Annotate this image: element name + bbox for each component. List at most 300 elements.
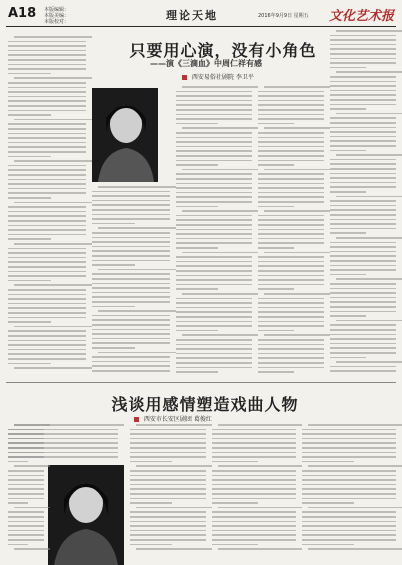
text-line	[258, 311, 324, 313]
text-line	[14, 119, 92, 121]
text-line	[182, 127, 258, 129]
text-line	[130, 438, 206, 440]
text-line	[330, 223, 396, 225]
text-line	[8, 68, 86, 70]
text-line	[8, 248, 86, 250]
article2-title: 浅谈用感情塑造戏曲人物	[111, 395, 299, 414]
text-line	[330, 35, 396, 37]
text-line	[176, 367, 252, 369]
text-line	[176, 265, 252, 267]
text-line	[330, 58, 396, 60]
text-line	[176, 160, 252, 162]
text-line	[176, 275, 252, 277]
text-line	[8, 429, 118, 431]
text-line	[8, 438, 118, 440]
text-line	[92, 255, 170, 257]
text-line	[176, 192, 252, 194]
text-line	[258, 215, 324, 217]
text-line	[8, 363, 51, 365]
text-line	[212, 433, 296, 435]
text-line	[8, 317, 86, 319]
text-line	[258, 247, 294, 249]
text-line	[98, 227, 176, 229]
text-line	[8, 133, 86, 135]
bullet-square-icon	[182, 75, 187, 80]
text-line	[330, 127, 396, 129]
text-line	[176, 178, 252, 180]
text-line	[92, 250, 170, 252]
text-line	[330, 301, 396, 303]
text-line	[330, 334, 396, 336]
text-line	[258, 100, 324, 102]
text-line	[92, 356, 170, 358]
text-line	[258, 196, 324, 198]
article2-column-4	[302, 424, 396, 556]
text-line	[330, 85, 396, 87]
text-line	[330, 159, 396, 161]
text-line	[8, 358, 86, 360]
text-line	[330, 173, 396, 175]
article1-column-4	[258, 86, 324, 376]
text-line	[8, 289, 86, 291]
text-line	[330, 205, 396, 207]
text-line	[258, 261, 324, 263]
text-line	[258, 348, 324, 350]
text-line	[212, 470, 296, 472]
text-line	[176, 183, 252, 185]
text-line	[176, 224, 252, 226]
text-line	[308, 424, 402, 426]
text-line	[330, 283, 396, 285]
text-line	[8, 294, 86, 296]
text-line	[302, 447, 396, 449]
text-line	[330, 200, 396, 202]
text-line	[182, 334, 258, 336]
text-line	[330, 265, 396, 267]
text-line	[212, 493, 296, 495]
text-line	[264, 127, 330, 129]
text-line	[330, 191, 366, 193]
text-line	[258, 187, 324, 189]
text-line	[330, 357, 366, 359]
text-line	[8, 493, 44, 495]
text-line	[258, 344, 324, 346]
article2-column-1b	[8, 424, 118, 462]
text-line	[92, 246, 170, 248]
text-line	[8, 280, 51, 282]
text-line	[302, 516, 396, 518]
text-line	[258, 118, 324, 120]
article1-subtitle: ——演《三滴血》中周仁祥有感	[150, 59, 262, 68]
text-line	[302, 475, 396, 477]
text-line	[98, 310, 176, 312]
text-line	[8, 137, 86, 139]
text-line	[8, 252, 86, 254]
text-line	[8, 110, 86, 112]
text-line	[330, 117, 396, 119]
text-line	[212, 539, 296, 541]
text-line	[330, 67, 366, 69]
text-line	[258, 242, 324, 244]
text-line	[92, 338, 170, 340]
text-line	[258, 95, 324, 97]
text-line	[8, 179, 86, 181]
text-line	[330, 131, 396, 133]
text-line	[212, 475, 296, 477]
text-line	[92, 347, 135, 349]
text-line	[336, 320, 402, 322]
text-line	[14, 326, 92, 328]
text-line	[302, 456, 396, 458]
text-line	[176, 104, 252, 106]
text-line	[302, 461, 354, 463]
text-line	[8, 530, 44, 532]
text-line	[218, 507, 302, 509]
text-line	[8, 225, 86, 227]
text-line	[258, 362, 324, 364]
text-line	[302, 488, 396, 490]
text-line	[176, 206, 218, 208]
text-line	[330, 315, 366, 317]
text-line	[92, 209, 170, 211]
text-line	[258, 160, 324, 162]
text-line	[92, 264, 135, 266]
text-line	[92, 260, 170, 262]
text-line	[258, 316, 324, 318]
text-line	[330, 81, 396, 83]
text-line	[8, 197, 51, 199]
text-line	[258, 284, 324, 286]
text-line	[176, 316, 252, 318]
text-line	[336, 278, 402, 280]
section-title: 理论天地	[166, 9, 218, 22]
text-line	[92, 361, 170, 363]
text-line	[92, 301, 170, 303]
text-line	[92, 278, 170, 280]
text-line	[176, 307, 252, 309]
text-line	[176, 146, 252, 148]
text-line	[8, 211, 86, 213]
text-line	[8, 303, 86, 305]
text-line	[8, 261, 86, 263]
text-line	[92, 319, 170, 321]
text-line	[182, 210, 258, 212]
text-line	[130, 521, 206, 523]
text-line	[92, 237, 170, 239]
text-line	[212, 438, 296, 440]
text-line	[176, 219, 252, 221]
text-line	[92, 241, 170, 243]
text-line	[176, 311, 252, 313]
text-line	[258, 104, 324, 106]
text-line	[8, 100, 86, 102]
text-line	[130, 525, 206, 527]
article2-author: 西安市长安区剧团 葛俊红	[143, 416, 212, 423]
text-line	[212, 521, 296, 523]
text-line	[330, 242, 396, 244]
text-line	[8, 234, 86, 236]
text-line	[8, 105, 86, 107]
text-line	[130, 470, 206, 472]
text-line	[8, 271, 86, 273]
text-line	[14, 507, 50, 509]
text-line	[330, 140, 396, 142]
text-line	[8, 165, 86, 167]
text-line	[264, 293, 330, 295]
page-number: A18	[8, 6, 37, 21]
text-line	[330, 94, 396, 96]
text-line	[302, 498, 396, 500]
text-line	[258, 224, 324, 226]
text-line	[330, 352, 396, 354]
text-line	[330, 182, 396, 184]
text-line	[8, 344, 86, 346]
text-line	[258, 109, 324, 111]
text-line	[330, 76, 396, 78]
text-line	[302, 544, 354, 546]
text-line	[8, 488, 44, 490]
text-line	[176, 353, 252, 355]
text-line	[258, 146, 324, 148]
text-line	[130, 511, 206, 513]
text-line	[176, 91, 252, 93]
text-line	[302, 433, 396, 435]
text-line	[8, 539, 44, 541]
text-line	[176, 321, 252, 323]
text-line	[212, 525, 296, 527]
text-line	[258, 275, 324, 277]
text-line	[258, 137, 324, 139]
text-line	[8, 353, 86, 355]
text-line	[258, 123, 294, 125]
text-line	[98, 186, 176, 188]
text-line	[130, 544, 172, 546]
text-line	[176, 164, 218, 166]
text-line	[8, 142, 86, 144]
text-line	[330, 306, 396, 308]
text-line	[330, 329, 396, 331]
text-line	[212, 498, 296, 500]
text-line	[176, 137, 252, 139]
text-line	[330, 292, 396, 294]
text-line	[330, 347, 396, 349]
article2-column-2	[130, 424, 206, 556]
text-line	[98, 352, 176, 354]
text-line	[330, 311, 396, 313]
text-line	[8, 54, 86, 56]
text-line	[8, 521, 44, 523]
text-line	[176, 109, 252, 111]
text-line	[92, 200, 170, 202]
text-line	[14, 548, 50, 550]
text-line	[264, 252, 330, 254]
text-line	[8, 238, 51, 240]
text-line	[330, 255, 396, 257]
text-line	[176, 362, 252, 364]
text-line	[258, 233, 324, 235]
text-line	[176, 100, 252, 102]
text-line	[330, 338, 396, 340]
text-line	[176, 247, 218, 249]
text-line	[330, 48, 396, 50]
text-line	[136, 465, 212, 467]
text-line	[330, 104, 396, 106]
text-line	[336, 237, 402, 239]
text-line	[330, 177, 396, 179]
text-line	[302, 511, 396, 513]
author-photo	[92, 88, 158, 182]
meta-line-proofreader: 本版校对：	[44, 19, 70, 25]
text-line	[14, 202, 92, 204]
text-line	[258, 206, 294, 208]
text-line	[92, 324, 170, 326]
text-line	[302, 493, 396, 495]
text-line	[182, 293, 258, 295]
article1-byline	[182, 72, 332, 81]
text-line	[8, 447, 118, 449]
text-line	[330, 228, 396, 230]
text-line	[8, 525, 44, 527]
text-line	[176, 339, 252, 341]
text-line	[8, 498, 44, 500]
text-line	[330, 99, 396, 101]
text-line	[212, 442, 296, 444]
text-line	[8, 192, 86, 194]
text-line	[92, 292, 170, 294]
text-line	[92, 365, 170, 367]
text-line	[308, 548, 402, 550]
text-line	[136, 424, 212, 426]
text-line	[330, 232, 366, 234]
text-line	[8, 114, 51, 116]
text-line	[258, 173, 324, 175]
text-line	[8, 307, 86, 309]
text-line	[218, 424, 302, 426]
text-line	[212, 516, 296, 518]
text-line	[308, 465, 402, 467]
text-line	[330, 370, 396, 372]
text-line	[258, 325, 324, 327]
text-line	[92, 329, 170, 331]
text-line	[8, 174, 86, 176]
text-line	[330, 53, 396, 55]
text-line	[330, 108, 366, 110]
text-line	[176, 279, 252, 281]
text-line	[130, 479, 206, 481]
article1-title: 只要用心演，没有小角色	[129, 41, 317, 60]
text-line	[8, 298, 86, 300]
text-line	[8, 169, 86, 171]
text-line	[130, 534, 206, 536]
text-line	[14, 36, 92, 38]
text-line	[258, 298, 324, 300]
text-line	[336, 30, 402, 32]
text-line	[330, 39, 396, 41]
text-line	[330, 145, 396, 147]
text-line	[258, 330, 294, 332]
text-line	[212, 488, 296, 490]
text-line	[8, 50, 86, 52]
text-line	[8, 146, 86, 148]
text-line	[136, 507, 212, 509]
text-line	[14, 465, 50, 467]
text-line	[14, 424, 124, 426]
text-line	[176, 123, 218, 125]
text-line	[176, 196, 252, 198]
text-line	[330, 288, 396, 290]
text-line	[176, 256, 252, 258]
text-line	[302, 525, 396, 527]
article2-column-3	[212, 424, 296, 556]
text-line	[336, 113, 402, 115]
text-line	[8, 470, 44, 472]
text-line	[336, 196, 402, 198]
text-line	[258, 150, 324, 152]
text-line	[176, 233, 252, 235]
text-line	[8, 534, 44, 536]
text-line	[176, 155, 252, 157]
text-line	[8, 59, 86, 61]
text-line	[330, 251, 396, 253]
text-line	[212, 479, 296, 481]
text-line	[212, 429, 296, 431]
text-line	[258, 367, 324, 369]
text-line	[302, 452, 396, 454]
text-line	[258, 164, 294, 166]
text-line	[258, 91, 324, 93]
text-line	[8, 82, 86, 84]
text-line	[258, 353, 324, 355]
text-line	[8, 340, 86, 342]
text-line	[92, 214, 170, 216]
text-line	[8, 87, 86, 89]
text-line	[8, 452, 118, 454]
text-line	[212, 447, 296, 449]
text-line	[176, 132, 252, 134]
text-line	[8, 456, 118, 458]
issue-date: 2016年9月9日 星期五	[258, 13, 309, 19]
text-line	[130, 488, 206, 490]
text-line	[92, 315, 170, 317]
text-line	[212, 461, 258, 463]
text-line	[330, 260, 396, 262]
text-line	[330, 122, 396, 124]
text-line	[92, 232, 170, 234]
text-line	[92, 223, 135, 225]
text-line	[8, 544, 28, 546]
bullet-square-icon-2	[134, 417, 139, 422]
text-line	[330, 168, 396, 170]
portrait-image	[92, 88, 158, 182]
text-line	[330, 150, 366, 152]
text-line	[8, 442, 118, 444]
text-line	[130, 461, 172, 463]
text-line	[258, 288, 294, 290]
text-line	[8, 123, 86, 125]
article1-column-5	[330, 30, 396, 376]
text-line	[130, 493, 206, 495]
text-line	[330, 219, 396, 221]
text-line	[8, 516, 44, 518]
text-line	[8, 96, 86, 98]
text-line	[330, 269, 396, 271]
text-line	[258, 321, 324, 323]
text-line	[336, 361, 402, 363]
text-line	[8, 349, 86, 351]
text-line	[8, 64, 86, 66]
text-line	[258, 178, 324, 180]
text-line	[8, 479, 44, 481]
